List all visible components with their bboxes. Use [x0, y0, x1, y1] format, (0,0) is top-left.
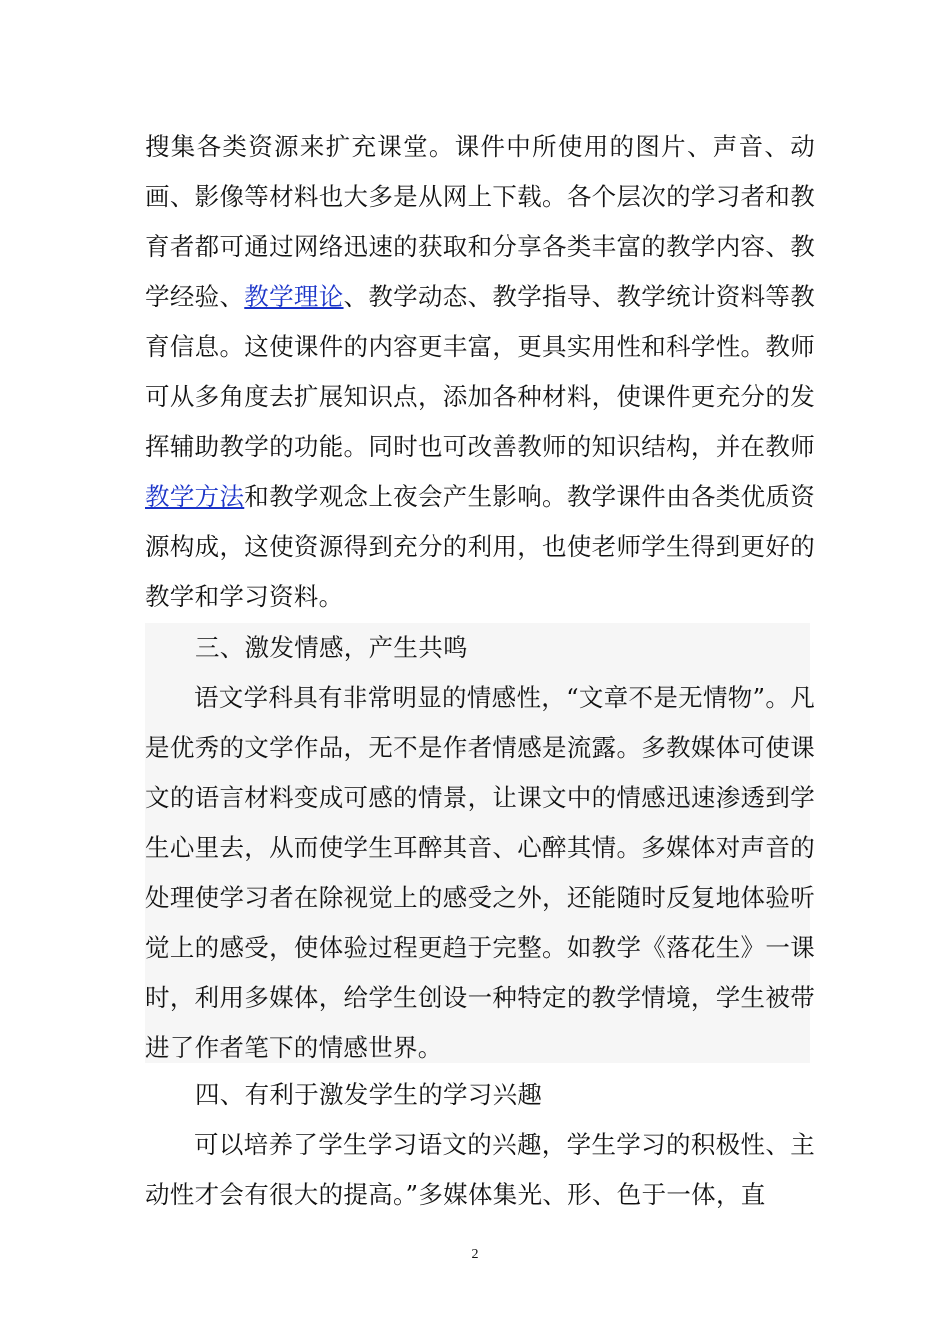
- paragraph-1-text-b: 、教学动态、教学指导、教学统计资料等教育信息。这使课件的内容更丰富，更具实用性和科学性。教师可从多角度去扩展知识点，添加各种材料，使课件更充分的发挥辅助教学的功能。同时也可改善教师的知识结构，并在教师: [145, 282, 815, 461]
- paragraph-1-text-c: 和教学观念上夜会产生影响。教学课件由各类优质资源构成，这使资源得到充分的利用，也使老师学生得到更好的教学和学习资料。: [145, 482, 815, 611]
- section-heading-3: 三、激发情感，产生共鸣: [195, 633, 468, 662]
- body-paragraph-1: [145, 122, 815, 622]
- page-number: 2: [471, 1247, 479, 1262]
- body-paragraph-3: 可以培养了学生学习语文的兴趣，学生学习的积极性、主动性才会有很大的提高。”多媒体集光、形、色于一体，直: [145, 1130, 815, 1209]
- paragraph-1-text-a: 搜集各类资源来扩充课堂。课件中所使用的图片、声音、动画、影像等材料也大多是从网上下载。各个层次的学习者和教育者都可通过网络迅速的获取和分享各类丰富的教学内容、教学经验、: [145, 132, 815, 311]
- link-teaching-methods[interactable]: 教学方法: [145, 482, 245, 511]
- body-paragraph-2: 语文学科具有非常明显的情感性，“文章不是无情物”。凡是优秀的文学作品，无不是作者情感是流露。多教媒体可使课文的语言材料变成可感的情景，让课文中的情感迅速渗透到学生心里去，从而使学生耳醉其音、心醉其情。多媒体对声音的处理使学习者在除视觉上的感受之外，还能随时反复地体验听觉上的感受，使体验过程更趋于完整。如教学《落花生》一课时，利用多媒体，给学生创设一种特定的教学情境，学生被带进了作者笔下的情感世界。: [145, 683, 815, 1062]
- section-heading-4: 四、有利于激发学生的学习兴趣: [195, 1080, 543, 1109]
- link-teaching-theory[interactable]: 教学理论: [244, 282, 344, 311]
